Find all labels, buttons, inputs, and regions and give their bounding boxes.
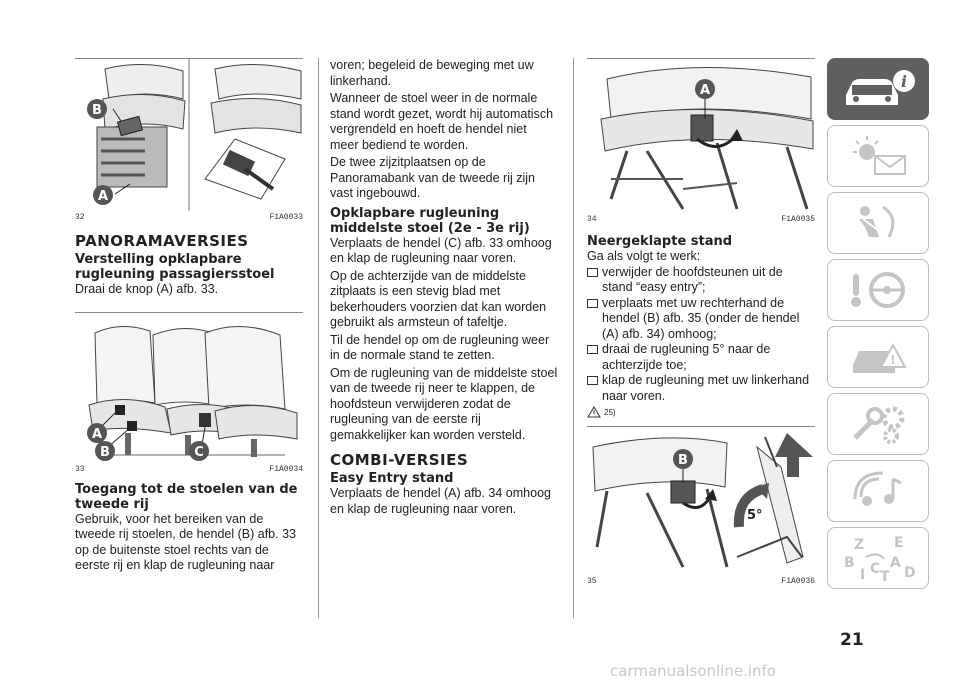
svg-text:C: C xyxy=(870,561,881,577)
paragraph: Verplaats de hendel (A) afb. 34 omhoog en klap de rugleuning naar voren. xyxy=(330,486,551,516)
tab-emergency[interactable] xyxy=(827,326,929,388)
paragraph: Om de rugleuning van de middelste stoel van de tweede rij neer te klappen, de hoofdsteun verwijderen zodat de rugleuning van de eerste rij gemakkelijker kan worden versteld. xyxy=(330,365,558,442)
car-info-icon xyxy=(838,67,918,111)
figure-32-caption xyxy=(75,213,303,222)
subsection-title: Neergeklapte stand xyxy=(587,234,733,249)
svg-text:E: E xyxy=(894,535,904,551)
tab-safety[interactable] xyxy=(827,192,929,254)
emergency-icon xyxy=(843,335,913,379)
subsection-title: Easy Entry stand xyxy=(330,471,454,486)
warning-triangle-icon xyxy=(587,406,601,418)
warning-lights-icon xyxy=(843,134,913,178)
angle-label: 5° xyxy=(747,508,763,523)
paragraph: voren; begeleid de beweging met uw linkerhand. xyxy=(330,58,534,88)
paragraph: Op de achterzijde van de middelste zitplaats is een stevig blad met bekerhouders voorzien dat kan worden gebruikt als armsteun of tafeltje. xyxy=(330,268,547,329)
figure-number: 34 xyxy=(587,215,597,224)
list-item xyxy=(587,296,815,343)
index-icon xyxy=(838,533,918,583)
figure-33-caption xyxy=(75,465,303,474)
paragraph: Draai de knop (A) afb. 33. xyxy=(75,282,219,296)
maintenance-icon xyxy=(843,402,913,446)
safety-icon xyxy=(843,201,913,245)
svg-text:D: D xyxy=(904,565,916,581)
list-item-text: draai de rugleuning 5° naar de achterzijde toe; xyxy=(602,342,771,372)
svg-text:I: I xyxy=(860,567,866,583)
warning-reference xyxy=(587,406,815,418)
callout-c: C xyxy=(194,444,204,460)
column-3 xyxy=(587,58,815,586)
tab-car-info[interactable] xyxy=(827,58,929,120)
tab-index[interactable] xyxy=(827,527,929,589)
list-item xyxy=(587,373,815,404)
svg-text:Z: Z xyxy=(854,537,865,553)
bullet-icon xyxy=(587,345,598,354)
multimedia-icon xyxy=(843,469,913,513)
tab-warning-lights[interactable] xyxy=(827,125,929,187)
paragraph: Gebruik, voor het bereiken van de tweede rij stoelen, de hendel (B) afb. 33 op de buitenste stoel rechts van de eerste rij en klap de rugleuning naar xyxy=(75,511,296,572)
paragraph: De twee zijzitplaatsen op de Panoramabank van de tweede rij zijn vast ingebouwd. xyxy=(330,155,535,200)
svg-text:!: ! xyxy=(890,353,896,367)
warning-ref-number: 25) xyxy=(604,407,616,417)
svg-text:i: i xyxy=(900,72,908,91)
figure-32 xyxy=(75,58,303,211)
callout-b: B xyxy=(92,103,102,118)
starting-driving-icon xyxy=(843,268,913,312)
subsection-title: Toegang tot de stoelen van de tweede rij xyxy=(75,481,298,512)
paragraph: Verplaats de hendel (C) afb. 33 omhoog en klap de rugleuning naar voren. xyxy=(330,235,552,265)
svg-text:B: B xyxy=(844,555,855,571)
figure-code: F1A0033 xyxy=(269,213,303,222)
figure-33 xyxy=(75,313,303,463)
figure-32-illustration xyxy=(75,59,303,211)
bullet-icon xyxy=(587,268,598,277)
list-item-text: klap de rugleuning met uw linkerhand naar voren. xyxy=(602,373,810,403)
subsection-title: Opklapbare rugleuning middelste stoel (2e - 3e rij) xyxy=(330,205,530,236)
tab-multimedia[interactable] xyxy=(827,460,929,522)
bullet-icon xyxy=(587,376,598,385)
figure-35-caption xyxy=(587,577,815,586)
paragraph: Ga als volgt te werk: xyxy=(587,249,701,263)
column-divider xyxy=(573,58,574,618)
figure-34 xyxy=(587,58,815,213)
figure-number: 32 xyxy=(75,213,85,222)
figure-code: F1A0034 xyxy=(269,464,303,474)
list-item-text: verwijder de hoofdsteunen uit de stand “easy entry”; xyxy=(602,264,783,294)
callout-a: A xyxy=(97,189,109,204)
paragraph: Wanneer de stoel weer in de normale stand wordt gezet, wordt hij automatisch vergrendeld en hoeft de hendel niet meer bediend te worden. xyxy=(330,91,554,152)
list-item xyxy=(587,342,815,373)
svg-text:T: T xyxy=(880,569,890,583)
bullet-icon xyxy=(587,299,598,308)
figure-34-caption xyxy=(587,215,815,224)
tab-starting-driving[interactable] xyxy=(827,259,929,321)
chapter-tabs xyxy=(827,58,930,594)
figure-35-illustration xyxy=(587,427,815,575)
callout-a: A xyxy=(91,426,103,442)
figure-number: 35 xyxy=(587,577,597,586)
page-number: 21 xyxy=(840,630,864,650)
section-title: PANORAMAVERSIES xyxy=(75,232,249,250)
column-1 xyxy=(75,58,303,574)
figure-35 xyxy=(587,427,815,575)
svg-text:A: A xyxy=(890,555,901,571)
column-divider xyxy=(318,58,319,618)
callout-b: B xyxy=(100,444,110,460)
section-title: COMBI-VERSIES xyxy=(330,451,469,469)
list-item xyxy=(587,265,815,296)
column-2 xyxy=(330,58,558,517)
list-item-text: verplaats met uw rechterhand de hendel (B) afb. 35 (onder de hendel (A) afb. 34) omhoog; xyxy=(602,295,800,341)
callout-b: B xyxy=(678,453,688,468)
subsection-title: Verstelling opklapbare rugleuning passagiersstoel xyxy=(75,252,275,282)
callout-a: A xyxy=(699,83,711,98)
figure-code: F1A0035 xyxy=(781,215,815,224)
figure-number: 33 xyxy=(75,464,85,474)
watermark: carmanualsonline.info xyxy=(610,662,776,680)
figure-code: F1A0036 xyxy=(781,577,815,586)
tab-maintenance[interactable] xyxy=(827,393,929,455)
paragraph: Til de hendel op om de rugleuning weer in de normale stand te zetten. xyxy=(330,332,550,362)
figure-34-illustration xyxy=(587,59,815,213)
figure-33-illustration xyxy=(75,313,303,463)
